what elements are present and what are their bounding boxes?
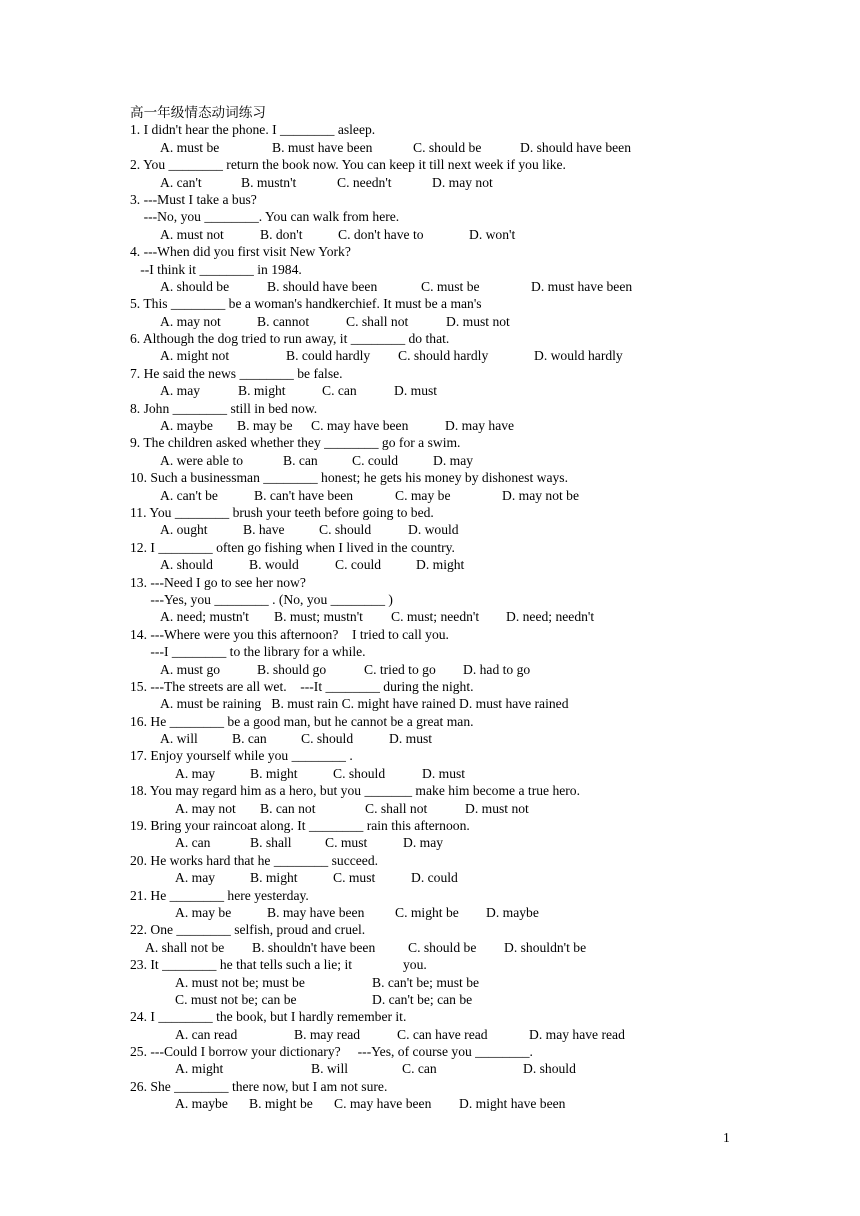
question-list (130, 121, 830, 1112)
question-stem: ---No, you ________. You can walk from here. (130, 209, 400, 225)
answer-option: C. must be (421, 278, 480, 294)
question-stem: 4. ---When did you first visit New York? (130, 244, 351, 260)
answer-option: A. might not (160, 348, 230, 364)
answer-option: C. should hardly (398, 348, 489, 364)
answer-option: C. should (319, 522, 372, 538)
question-item (130, 330, 830, 365)
question-stem: 9. The children asked whether they ________ go for a swim. (130, 435, 461, 451)
question-item (130, 121, 830, 156)
option-row (130, 487, 830, 504)
answer-option: A. may (175, 870, 216, 886)
answer-option: D. would hardly (534, 348, 623, 364)
answer-option: D. can't be; can be (372, 991, 473, 1007)
question-item (130, 434, 830, 469)
answer-option: A. may not (175, 800, 236, 816)
answer-option: D. may not be (502, 487, 580, 503)
answer-option: A. must not (160, 226, 224, 242)
option-row (130, 834, 830, 851)
answer-option: B. don't (260, 226, 303, 242)
question-item (130, 626, 830, 678)
question-stem: 6. Although the dog tried to run away, it ________ do that. (130, 331, 450, 347)
option-row (130, 661, 830, 678)
answer-option: A. can't be (160, 487, 218, 503)
question-stem: 11. You ________ brush your teeth before going to bed. (130, 504, 434, 520)
answer-option: C. must; needn't (391, 609, 480, 625)
question-stem: 22. One ________ selfish, proud and cruel. (130, 922, 366, 938)
answer-option: A. may (160, 383, 201, 399)
answer-option: A. might (175, 1061, 224, 1077)
question-item (130, 1078, 830, 1113)
answer-option: B. can (283, 452, 318, 468)
answer-option: D. may (433, 452, 474, 468)
option-row (130, 139, 830, 156)
option-row (130, 417, 830, 434)
question-item (130, 574, 830, 626)
answer-option: A. must not be; must be (175, 974, 305, 990)
option-row (130, 1026, 830, 1043)
question-stem: 25. ---Could I borrow your dictionary? ---Yes, of course you ________. (130, 1044, 533, 1060)
answer-option: B. should have been (267, 278, 378, 294)
answer-option: C. might be (395, 904, 459, 920)
answer-option: C. must not be; can be (175, 991, 297, 1007)
question-stem: 20. He works hard that he ________ succeed. (130, 852, 379, 868)
question-stem: 18. You may regard him as a hero, but you _______ make him become a true hero. (130, 783, 581, 799)
option-row (130, 904, 830, 921)
answer-option: B. shall (250, 835, 292, 851)
answer-option: A. should be (160, 278, 230, 294)
answer-option: B. must; mustn't (274, 609, 363, 625)
question-stem: 23. It ________ he that tells such a lie; it you. (130, 957, 427, 973)
answer-option: B. can't have been (254, 487, 354, 503)
question-item (130, 956, 830, 1008)
question-stem: 26. She ________ there now, but I am not sure. (130, 1078, 388, 1094)
question-stem: 19. Bring your raincoat along. It ________ rain this afternoon. (130, 818, 470, 834)
answer-option: C. should (333, 765, 386, 781)
answer-option: B. might (238, 383, 286, 399)
answer-option: A. must go (160, 661, 221, 677)
question-stem: 24. I ________ the book, but I hardly remember it. (130, 1009, 407, 1025)
answer-option: B. cannot (257, 313, 310, 329)
answer-option: D. may (403, 835, 444, 851)
answer-option: B. can't be; must be (372, 974, 480, 990)
answer-option: C. don't have to (338, 226, 424, 242)
question-item (130, 887, 830, 922)
question-stem: 7. He said the news ________ be false. (130, 365, 343, 381)
answer-option: A. must be (160, 139, 220, 155)
answer-option: B. may read (294, 1026, 361, 1042)
answer-option: C. can (402, 1061, 437, 1077)
answer-option: B. would (249, 557, 299, 573)
question-stem: 10. Such a businessman ________ honest; he gets his money by dishonest ways. (130, 470, 568, 486)
answer-option: B. have (243, 522, 285, 538)
option-row (130, 382, 830, 399)
answer-option: A. maybe (160, 418, 213, 434)
answer-option: D. may not (432, 174, 493, 190)
question-item (130, 539, 830, 574)
question-item (130, 504, 830, 539)
answer-option: A. need; mustn't (160, 609, 249, 625)
answer-option: B. might be (249, 1096, 313, 1112)
option-row (130, 174, 830, 191)
question-item (130, 817, 830, 852)
answer-option: D. won't (469, 226, 516, 242)
answer-option: B. will (311, 1061, 349, 1077)
answer-option: D. may have (445, 418, 515, 434)
option-row (130, 452, 830, 469)
answer-option: B. shouldn't have been (252, 939, 376, 955)
answer-option: C. needn't (337, 174, 392, 190)
answer-option: A. can (175, 835, 211, 851)
answer-option: D. must have been (531, 278, 633, 294)
option-row (130, 608, 830, 625)
answer-option: B. might (250, 870, 298, 886)
answer-option: C. may have been (311, 418, 409, 434)
answer-option: D. should (523, 1061, 576, 1077)
answer-option: C. should be (413, 139, 482, 155)
question-stem: 2. You ________ return the book now. You can keep it till next week if you like. (130, 157, 566, 173)
option-row (130, 313, 830, 330)
question-stem: 21. He ________ here yesterday. (130, 887, 309, 903)
question-stem: 14. ---Where were you this afternoon? I tried to call you. (130, 626, 449, 642)
answer-option: D. must (422, 765, 466, 781)
question-item (130, 243, 830, 295)
page-title: 高一年级情态动词练习 (130, 105, 266, 120)
question-item (130, 1043, 830, 1078)
answer-option: B. might (250, 765, 298, 781)
answer-option: C. tried to go (364, 661, 436, 677)
question-stem: --I think it ________ in 1984. (130, 261, 302, 277)
option-row (130, 765, 830, 782)
question-item (130, 713, 830, 748)
answer-option: B. mustn't (241, 174, 297, 190)
option-row (130, 730, 830, 747)
answer-option: A. must be raining B. must rain C. might have rained D. must have rained (160, 696, 569, 712)
answer-option: D. maybe (486, 904, 539, 920)
question-stem: 13. ---Need I go to see her now? (130, 574, 306, 590)
answer-option: D. had to go (463, 661, 531, 677)
answer-option: D. shouldn't be (504, 939, 587, 955)
answer-option: A. shall not be (145, 939, 225, 955)
option-row (130, 869, 830, 886)
option-row (130, 1095, 830, 1112)
option-row (130, 556, 830, 573)
answer-option: A. ought (160, 522, 208, 538)
option-row (130, 695, 830, 712)
question-stem: ---I ________ to the library for a while. (130, 644, 366, 660)
option-row (130, 991, 830, 1008)
answer-option: C. may be (395, 487, 451, 503)
question-item (130, 469, 830, 504)
option-row (130, 1060, 830, 1077)
question-item (130, 191, 830, 243)
option-row (130, 974, 830, 991)
answer-option: C. should be (408, 939, 477, 955)
question-item (130, 365, 830, 400)
answer-option: D. must not (465, 800, 529, 816)
answer-option: C. should (301, 731, 354, 747)
question-item (130, 852, 830, 887)
answer-option: A. can't (160, 174, 202, 190)
question-item (130, 747, 830, 782)
answer-option: B. can not (260, 800, 316, 816)
answer-option: A. maybe (175, 1096, 228, 1112)
answer-option: D. could (411, 870, 458, 886)
question-item (130, 295, 830, 330)
answer-option: B. could hardly (286, 348, 371, 364)
answer-option: B. may be (237, 418, 293, 434)
answer-option: D. must (389, 731, 433, 747)
question-stem: 3. ---Must I take a bus? (130, 191, 257, 207)
answer-option: D. may have read (529, 1026, 625, 1042)
answer-option: C. can have read (397, 1026, 488, 1042)
answer-option: D. would (408, 522, 459, 538)
answer-option: B. may have been (267, 904, 365, 920)
answer-option: A. will (160, 731, 198, 747)
option-row (130, 800, 830, 817)
question-stem: 15. ---The streets are all wet. ---It ________ during the night. (130, 678, 474, 694)
exercise-body (130, 104, 830, 1113)
option-row (130, 226, 830, 243)
question-item (130, 921, 830, 956)
answer-option: D. might (416, 557, 465, 573)
answer-option: A. can read (175, 1026, 238, 1042)
option-row (130, 347, 830, 364)
answer-option: C. must (325, 835, 368, 851)
question-stem: 8. John ________ still in bed now. (130, 400, 318, 416)
answer-option: A. were able to (160, 452, 244, 468)
answer-option: D. should have been (520, 139, 631, 155)
answer-option: C. could (335, 557, 382, 573)
answer-option: C. could (352, 452, 399, 468)
answer-option: B. must have been (272, 139, 373, 155)
answer-option: D. must not (446, 313, 510, 329)
answer-option: C. may have been (334, 1096, 432, 1112)
answer-option: D. must (394, 383, 438, 399)
question-stem: 1. I didn't hear the phone. I ________ asleep. (130, 122, 376, 138)
answer-option: B. should go (257, 661, 327, 677)
answer-option: C. shall not (365, 800, 428, 816)
question-item (130, 678, 830, 713)
option-row (130, 939, 830, 956)
question-stem: ---Yes, you ________ . (No, you ________ ) (130, 591, 393, 607)
answer-option: A. may (175, 765, 216, 781)
answer-option: C. can (322, 383, 357, 399)
question-stem: 5. This ________ be a woman's handkerchief. It must be a man's (130, 296, 482, 312)
answer-option: D. need; needn't (506, 609, 595, 625)
page-number: 1 (723, 1130, 730, 1145)
answer-option: A. may be (175, 904, 232, 920)
question-stem: 17. Enjoy yourself while you ________ . (130, 748, 353, 764)
answer-option: C. must (333, 870, 376, 886)
question-item (130, 400, 830, 435)
answer-option: A. may not (160, 313, 221, 329)
question-stem: 12. I ________ often go fishing when I lived in the country. (130, 539, 455, 555)
question-item (130, 1008, 830, 1043)
question-stem: 16. He ________ be a good man, but he cannot be a great man. (130, 713, 474, 729)
answer-option: A. should (160, 557, 213, 573)
answer-option: C. shall not (346, 313, 409, 329)
question-item (130, 782, 830, 817)
question-item (130, 156, 830, 191)
answer-option: B. can (232, 731, 267, 747)
answer-option: D. might have been (459, 1096, 566, 1112)
option-row (130, 278, 830, 295)
option-row (130, 521, 830, 538)
